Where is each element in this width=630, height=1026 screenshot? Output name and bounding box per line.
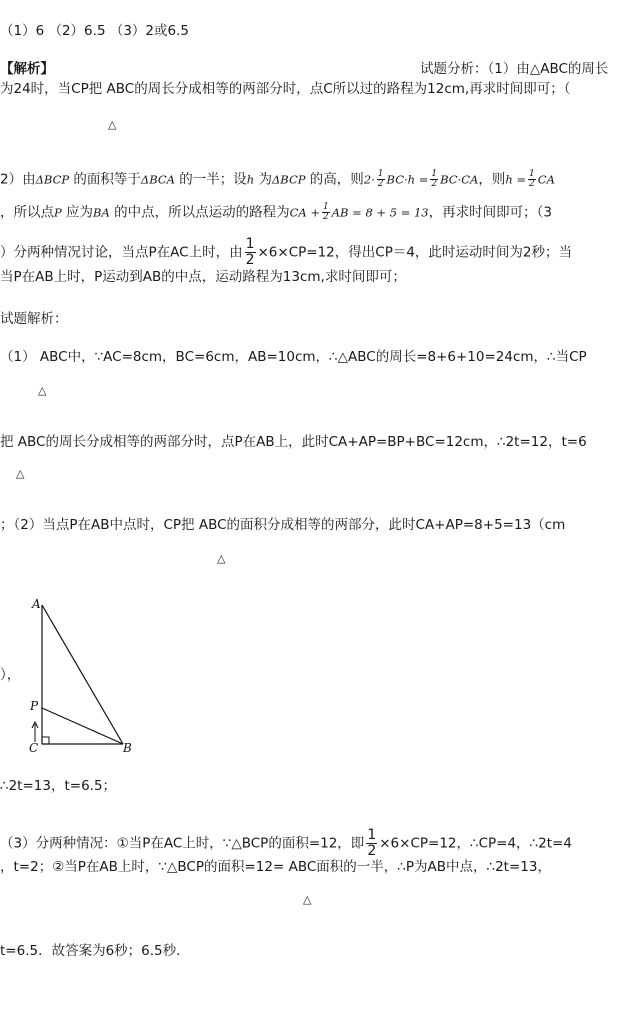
fraction-half: [366, 828, 377, 859]
fraction-half: [322, 203, 330, 222]
fraction-denominator: 2: [377, 179, 384, 189]
solution-part3-line3: t=6.5．故答案为6秒；6.5秒．: [0, 943, 190, 959]
text: （3）分两种情况：①当P在AC上时，∵△BCP的面积=12，即: [0, 835, 365, 852]
analysis-line-2: 为24时，当CP把 ABC的周长分成相等的两部分时，点C所以过的路程为12cm,再求时间即可；（: [0, 81, 571, 97]
fraction-numerator: 1: [529, 169, 535, 179]
math-h: h: [246, 172, 255, 187]
math-ba: BA: [93, 205, 110, 220]
solution-part2-line2: ），: [0, 667, 21, 683]
text: ×6×CP=12，得出CP＝4，此时运动时间为2秒；当: [257, 244, 573, 261]
fraction-numerator: 1: [367, 827, 377, 843]
math-bcca: BC·CA: [440, 172, 479, 187]
label-p: P: [30, 699, 39, 713]
text: ×6×CP=12，∴CP=4，∴2t=4: [379, 835, 572, 852]
solution-part1-line1: （1） ABC中，∵AC=8cm，BC=6cm，AB=10cm，∴△ABC的周长=8+6+10=24cm，∴当CP: [0, 349, 587, 365]
fraction-numerator: 1: [245, 236, 255, 252]
text: 的一半；设: [174, 171, 247, 188]
fraction-denominator: 2: [323, 212, 329, 222]
math-bcp: ΔBCP: [35, 172, 70, 187]
fraction-denominator: 2: [245, 252, 255, 268]
label-b: B: [123, 741, 132, 755]
math-bca: ΔBCA: [140, 172, 175, 187]
solution-part3-line2: ，t=2；②当P在AB上时，∵△BCP的面积=12= ABC面积的一半，∴P为AB中点，∴2t=13，: [0, 859, 551, 875]
text: ，所以点: [0, 204, 54, 221]
fraction-numerator: 1: [377, 169, 384, 179]
label-a: A: [32, 597, 41, 611]
fraction-half: [245, 237, 256, 268]
text: 应为: [61, 204, 94, 221]
fraction-half: [528, 170, 536, 189]
triangle-symbol: △: [108, 118, 117, 131]
math-ab-sum: AB = 8 + 5 = 13: [331, 205, 429, 220]
text: ）分两种情况讨论，当点P在AC上时，由: [0, 244, 243, 261]
fraction-numerator: 1: [431, 169, 438, 179]
solution-part3-line1: [0, 828, 572, 859]
right-angle-mark: [42, 737, 49, 744]
analysis-line-4: [0, 203, 552, 222]
fraction-denominator: 2: [431, 179, 438, 189]
math-ca-plus: CA +: [289, 205, 321, 220]
fraction-numerator: 1: [323, 202, 329, 212]
text: ，则: [478, 171, 506, 188]
text: 为: [254, 171, 272, 188]
math-2: 2·: [363, 172, 375, 187]
fraction-denominator: 2: [529, 179, 535, 189]
analysis-intro: 试题分析：（1）由△ABC的周长: [420, 61, 609, 77]
triangle-symbol: △: [16, 467, 25, 480]
solution-part2-line1: ；（2）当点P在AB中点时，CP把 ABC的面积分成相等的两部分，此时CA+AP=8+5=13（cm: [0, 517, 566, 533]
solution-label: 试题解析：: [0, 311, 68, 327]
math-bcp: ΔBCP: [272, 172, 306, 187]
text: 的高，则: [305, 171, 364, 188]
fraction-half: [430, 170, 438, 189]
triangle-figure: [25, 592, 145, 757]
text: 的面积等于: [69, 171, 141, 188]
solution-part1-line2: 把 ABC的周长分成相等的两部分时，点P在AB上，此时CA+AP=BP+BC=12cm，∴2t=12，t=6: [0, 434, 587, 450]
analysis-line-6: 当P在AB上时，P运动到AB的中点，运动路程为13cm,求时间即可；: [0, 269, 406, 285]
math-ca: CA: [537, 172, 555, 187]
side-ab: [42, 605, 123, 744]
math-p: P: [54, 205, 62, 220]
triangle-symbol: △: [38, 384, 47, 397]
analysis-tag: 【解析】: [0, 61, 54, 77]
math-bch: BC·h =: [386, 172, 429, 187]
triangle-symbol: △: [303, 893, 312, 906]
triangle-symbol: △: [217, 552, 226, 565]
math-h-eq: h =: [505, 172, 527, 187]
text: 的中点，所以点运动的路程为: [109, 204, 290, 221]
analysis-line-3: [0, 170, 555, 189]
answer-line: （1）6 （2）6.5 （3）2或6.5: [0, 23, 189, 39]
label-c: C: [29, 741, 39, 755]
text: 2）由: [0, 171, 36, 188]
analysis-line-5: [0, 237, 572, 268]
fraction-denominator: 2: [367, 843, 377, 859]
solution-part2-result: ∴2t=13，t=6.5；: [0, 778, 117, 794]
segment-pb: [42, 708, 123, 744]
text: ，再求时间即可；（3: [428, 204, 552, 221]
fraction-half: [377, 170, 385, 189]
